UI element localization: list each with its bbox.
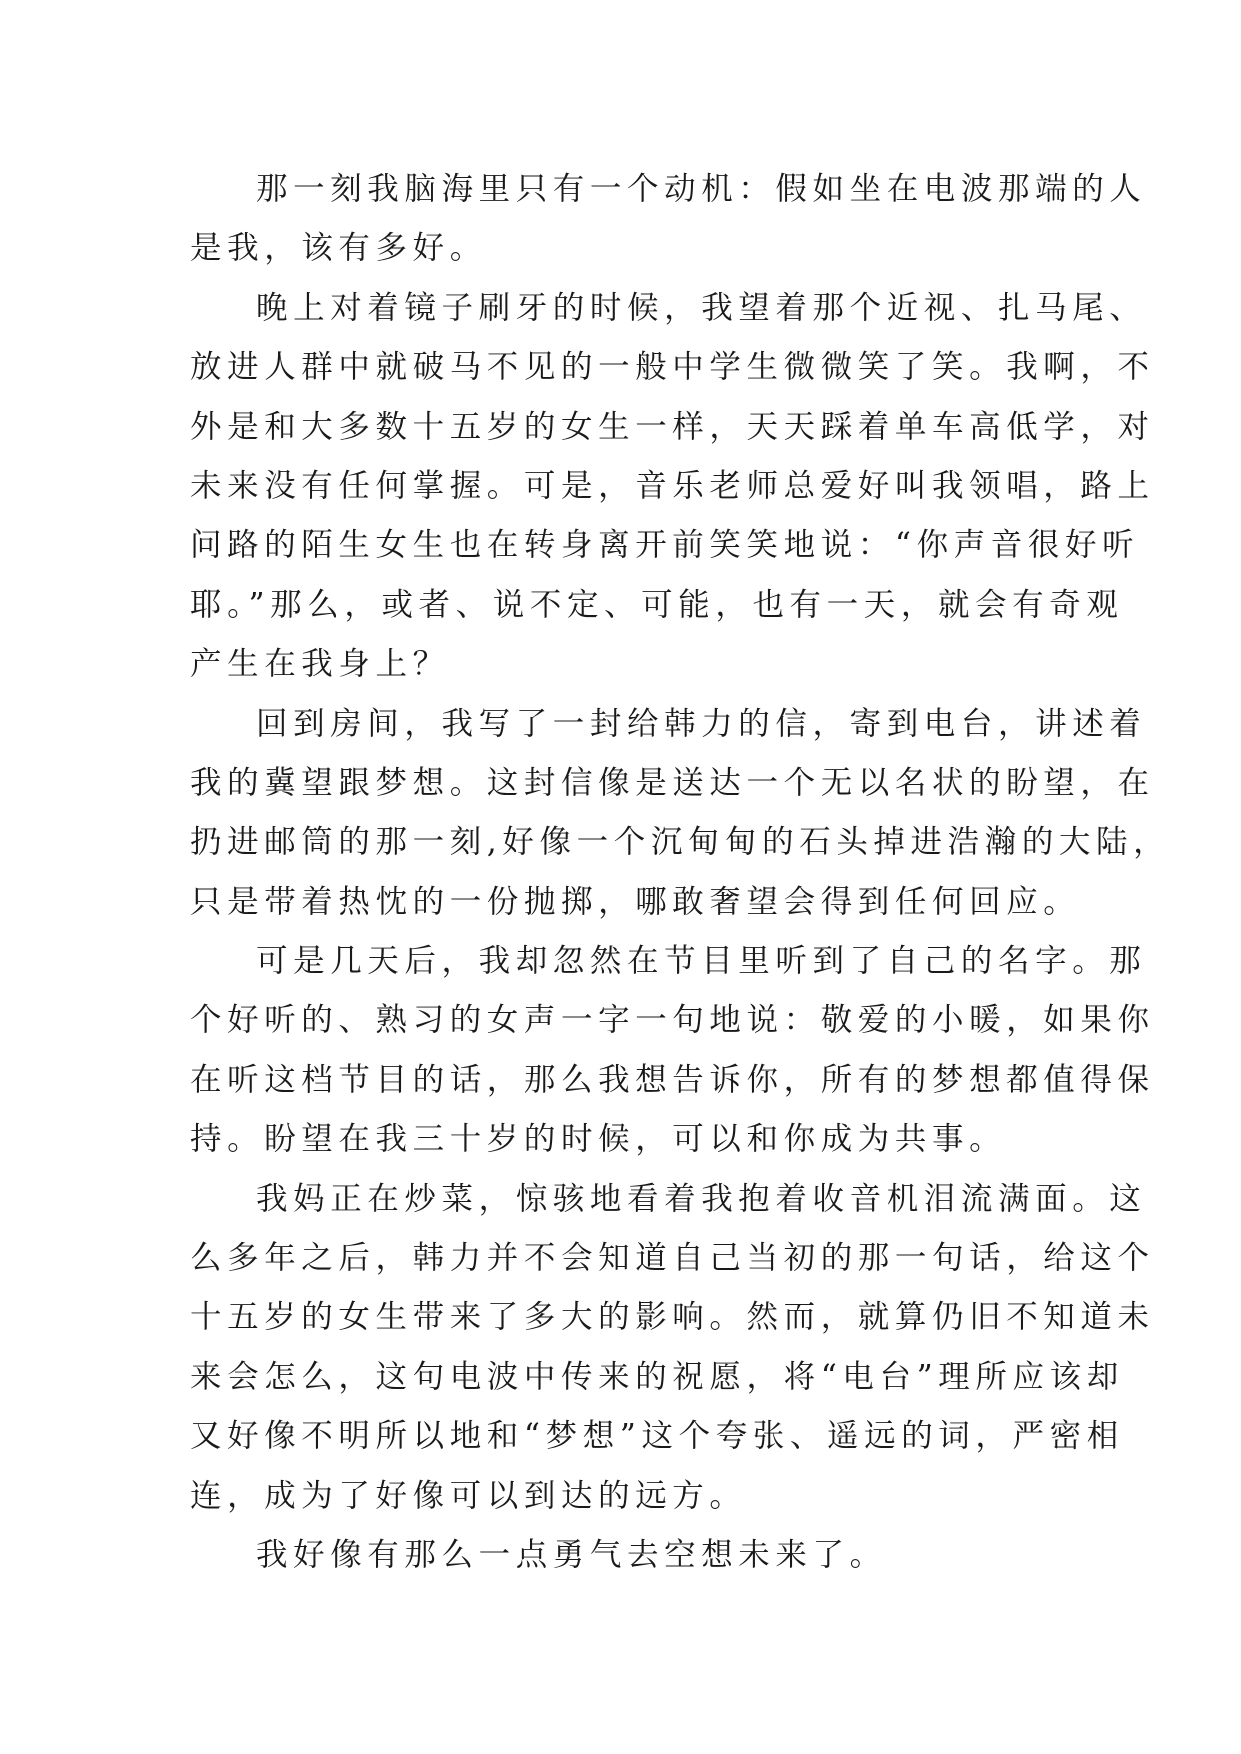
text-line: 是我，该有多好。 — [190, 230, 487, 267]
text-line: 问路的陌生女生也在转身离开前笑笑地说：“你声音很好听 — [190, 527, 1140, 564]
document-body — [190, 160, 1171, 1585]
text-line: 外是和大多数十五岁的女生一样，天天踩着单车高低学，对 — [190, 408, 1155, 445]
text-line: 未来没有任何掌握。可是，音乐老师总爱好叫我领唱，路上 — [190, 467, 1155, 504]
text-line: 只是带着热忱的一份抛掷，哪敢奢望会得到任何回应。 — [190, 883, 1081, 920]
text-line: 连，成为了好像可以到达的远方。 — [190, 1477, 747, 1514]
text-line: 那一刻我脑海里只有一个动机：假如坐在电波那端的人 — [256, 171, 1147, 207]
text-line: 十五岁的女生带来了多大的影响。然而，就算仍旧不知道未 — [190, 1299, 1155, 1336]
text-line: 我的冀望跟梦想。这封信像是送达一个无以名状的盼望，在 — [190, 764, 1155, 801]
text-line: 放进人群中就破马不见的一般中学生微微笑了笑。我啊，不 — [190, 349, 1155, 386]
text-line: 耶。”那么，或者、说不定、可能，也有一天，就会有奇观 — [190, 586, 1124, 623]
text-line: 晚上对着镜子刷牙的时候，我望着那个近视、扎马尾、 — [256, 289, 1147, 326]
text-line: 又好像不明所以地和“梦想”这个夸张、遥远的词，严密相 — [190, 1418, 1124, 1455]
text-line: 我好像有那么一点勇气去空想未来了。 — [256, 1536, 887, 1573]
text-line: 持。盼望在我三十岁的时候，可以和你成为共事。 — [190, 1121, 1007, 1158]
text-line: 扔进邮筒的那一刻,好像一个沉甸甸的石头掉进浩瀚的大陆， — [190, 824, 1171, 861]
text-line: 么多年之后，韩力并不会知道自己当初的那一句话，给这个 — [190, 1240, 1155, 1277]
text-line: 在听这档节目的话，那么我想告诉你，所有的梦想都值得保 — [190, 1061, 1155, 1098]
text-line: 来会怎么，这句电波中传来的祝愿，将“电台”理所应该却 — [190, 1358, 1124, 1395]
text-line: 我妈正在炒菜，惊骇地看着我抱着收音机泪流满面。这 — [256, 1180, 1147, 1217]
text-line: 回到房间，我写了一封给韩力的信，寄到电台，讲述着 — [256, 705, 1147, 742]
text-line: 个好听的、熟习的女声一字一句地说：敬爱的小暖，如果你 — [190, 1002, 1155, 1039]
text-line: 产生在我身上？ — [190, 646, 450, 683]
text-line: 可是几天后，我却忽然在节目里听到了自己的名字。那 — [256, 943, 1147, 980]
